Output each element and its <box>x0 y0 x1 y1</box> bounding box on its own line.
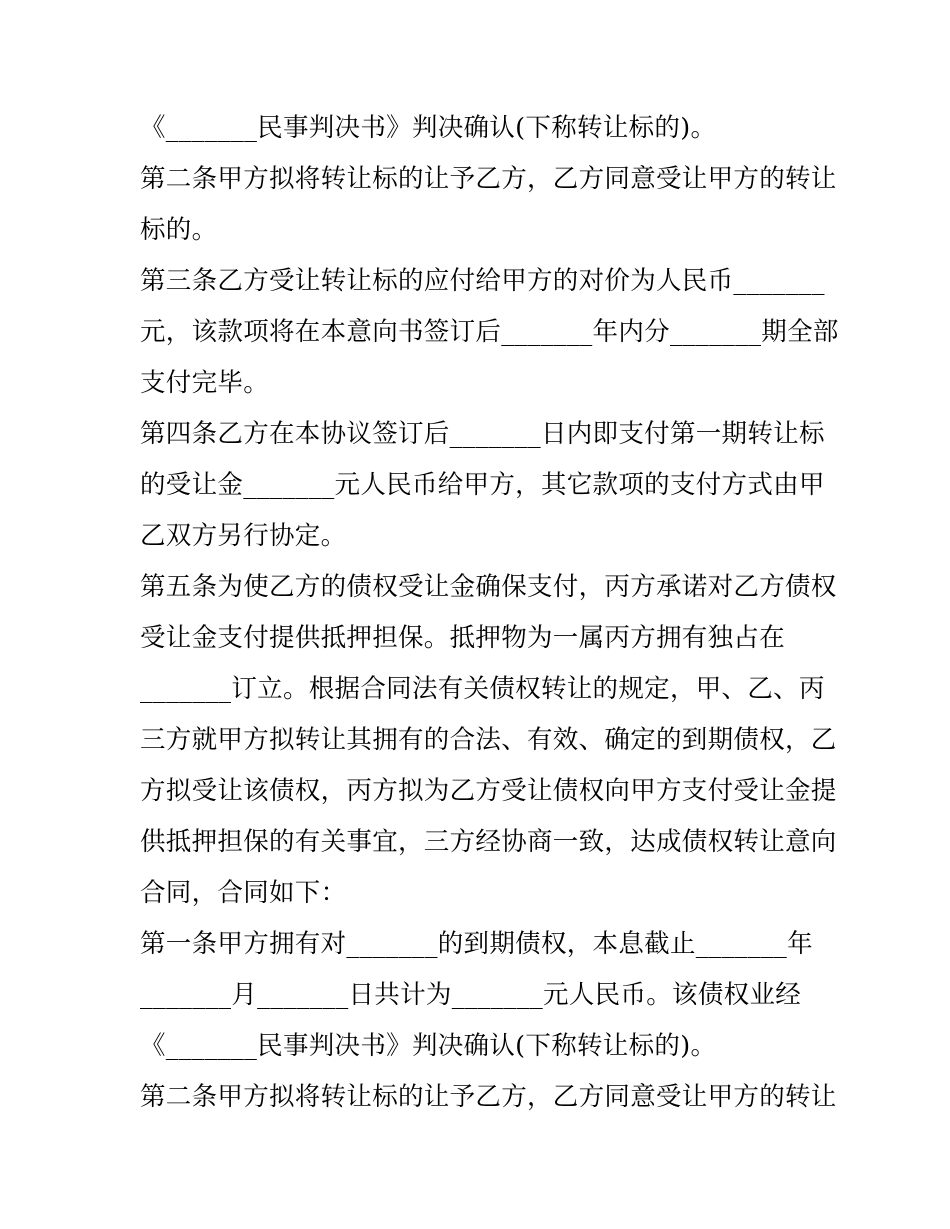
text-line: 合同，合同如下： <box>140 878 347 908</box>
text-line: _______订立。根据合同法有关债权转让的规定，甲、乙、丙 <box>140 674 825 704</box>
text-line: 支付完毕。 <box>140 368 270 398</box>
text-line: 第二条甲方拟将转让标的让予乙方，乙方同意受让甲方的转让 <box>140 1082 837 1112</box>
text-line: 《_______民事判决书》判决确认(下称转让标的)。 <box>140 1031 717 1061</box>
text-line: 乙双方另行协定。 <box>140 521 347 551</box>
text-line: 方拟受让该债权，丙方拟为乙方受让债权向甲方支付受让金提 <box>140 776 837 806</box>
text-line: 第三条乙方受让转让标的应付给甲方的对价为人民币_______ <box>140 266 825 296</box>
text-line: 元，该款项将在本意向书签订后_______年内分_______期全部 <box>140 317 839 347</box>
document-body <box>140 103 839 1123</box>
text-line: 供抵押担保的有关事宜，三方经协商一致，达成债权转让意向 <box>140 827 837 857</box>
text-line: 三方就甲方拟转让其拥有的合法、有效、确定的到期债权，乙 <box>140 725 837 755</box>
text-line: 第四条乙方在本协议签订后_______日内即支付第一期转让标 <box>140 419 825 449</box>
text-line: 《_______民事判决书》判决确认(下称转让标的)。 <box>140 113 717 143</box>
text-line: 第二条甲方拟将转让标的让予乙方，乙方同意受让甲方的转让 <box>140 164 837 194</box>
text-line: 的受让金_______元人民币给甲方，其它款项的支付方式由甲 <box>140 470 825 500</box>
text-line: 第一条甲方拥有对_______的到期债权，本息截止_______年 <box>140 929 813 959</box>
text-line: 受让金支付提供抵押担保。抵押物为一属丙方拥有独占在 <box>140 623 786 653</box>
text-line: 标的。 <box>140 215 218 245</box>
text-line: 第五条为使乙方的债权受让金确保支付，丙方承诺对乙方债权 <box>140 572 837 602</box>
text-line: _______月_______日共计为_______元人民币。该债权业经 <box>140 980 802 1010</box>
